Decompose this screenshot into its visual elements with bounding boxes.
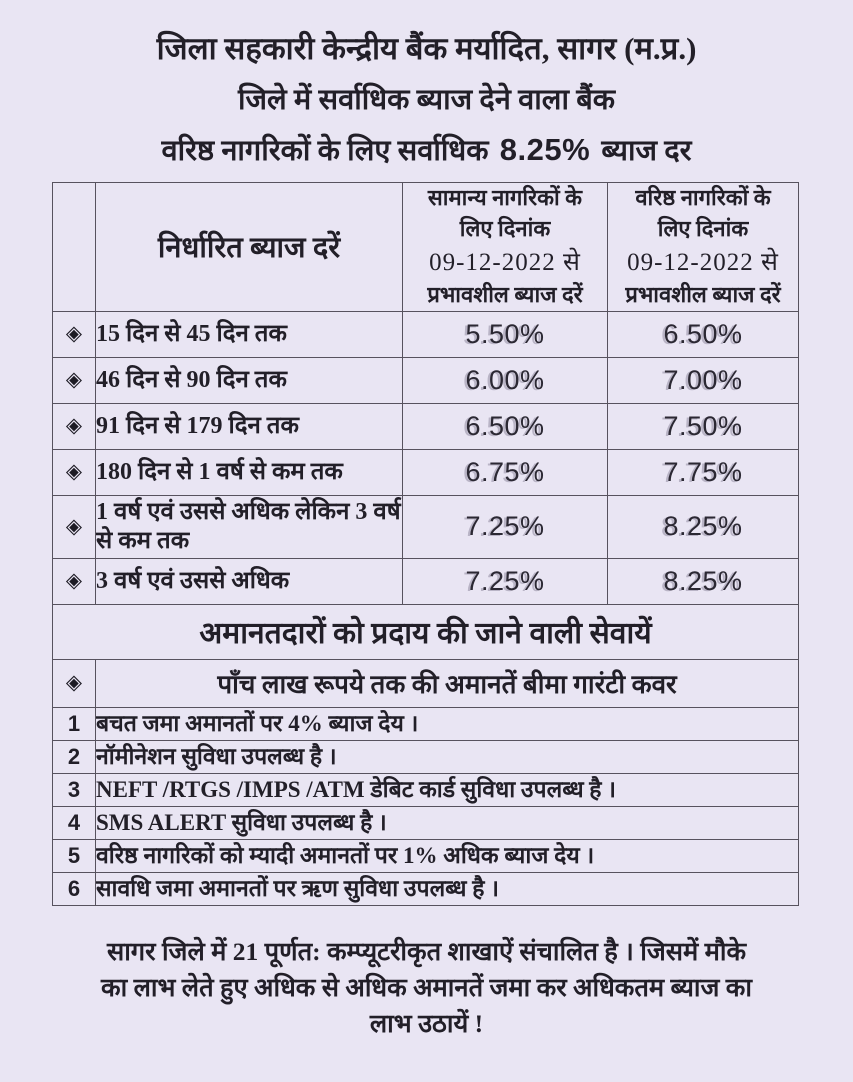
senior-rate-prefix: वरिष्ठ नागरिकों के लिए सर्वाधिक (161, 135, 489, 168)
senior-rate-value: 7.00% (608, 357, 799, 403)
general-rate-value: 7.25% (403, 558, 608, 604)
table-row (53, 558, 799, 604)
general-rate-value: 7.25% (403, 495, 608, 558)
service-item-text: नॉमीनेशन सुविधा उपलब्ध है । (96, 740, 799, 773)
column-header-terms: निर्धारित ब्याज दरें (96, 183, 403, 311)
footer-note (72, 934, 782, 1043)
general-rate-value: 5.50% (403, 311, 608, 357)
general-header-line1: सामान्य नागरिकों के (427, 185, 583, 211)
senior-rate-suffix: ब्याज दर (601, 135, 692, 168)
service-item-row (53, 707, 799, 740)
deposit-term-label: 91 दिन से 179 दिन तक (96, 403, 403, 449)
footer-line-2: का लाभ लेते हुए अधिक से अधिक अमानतें जमा कर अधिकतम ब्याज का (101, 972, 752, 1002)
service-item-row (53, 806, 799, 839)
general-header-line3: प्रभावशील ब्याज दरें (427, 281, 583, 307)
service-item-text: SMS ALERT सुविधा उपलब्ध है । (96, 806, 799, 839)
insurance-row (53, 659, 799, 707)
senior-rate-value: 7.75% (608, 449, 799, 495)
services-section-title: अमानतदारों को प्रदाय की जाने वाली सेवायें (53, 604, 799, 659)
table-row (53, 449, 799, 495)
service-item-row (53, 740, 799, 773)
service-item-number: 5 (53, 839, 96, 872)
general-rate-value: 6.50% (403, 403, 608, 449)
general-rate-value: 6.75% (403, 449, 608, 495)
service-item-number: 4 (53, 806, 96, 839)
senior-rate-value: 7.50% (608, 403, 799, 449)
diamond-bullet-icon: ◈ (65, 568, 83, 593)
diamond-bullet-icon: ◈ (65, 459, 83, 484)
senior-rate-value: 8.25% (608, 495, 799, 558)
table-row (53, 495, 799, 558)
senior-header-line3: प्रभावशील ब्याज दरें (625, 281, 781, 307)
senior-rate-value-headline: 8.25% (499, 132, 591, 168)
header-empty-cell (53, 183, 96, 311)
service-item-number: 2 (53, 740, 96, 773)
highest-interest-subtitle: जिले में सर्वाधिक ब्याज देने वाला बैंक (237, 84, 616, 117)
senior-header-line2: लिए दिनांक (657, 215, 749, 241)
service-item-number: 6 (53, 872, 96, 905)
insurance-guarantee-text: पाँच लाख रूपये तक की अमानतें बीमा गारंटी कवर (96, 659, 799, 707)
service-item-number: 1 (53, 707, 96, 740)
deposit-term-label: 180 दिन से 1 वर्ष से कम तक (96, 449, 403, 495)
senior-header-date: 09-12-2022 से (627, 248, 779, 276)
diamond-bullet-icon: ◈ (65, 413, 83, 438)
senior-rate-value: 8.25% (608, 558, 799, 604)
senior-header-line1: वरिष्ठ नागरिकों के (635, 185, 771, 211)
deposit-term-label: 3 वर्ष एवं उससे अधिक (96, 558, 403, 604)
senior-rate-subtitle (0, 130, 853, 169)
service-item-text: सावधि जमा अमानतों पर ऋण सुविधा उपलब्ध है । (96, 872, 799, 905)
service-item-row (53, 773, 799, 806)
service-item-text: बचत जमा अमानतों पर 4% ब्याज देय । (96, 707, 799, 740)
interest-rates-table (52, 182, 799, 905)
table-row (53, 357, 799, 403)
deposit-term-label: 15 दिन से 45 दिन तक (96, 311, 403, 357)
service-item-number: 3 (53, 773, 96, 806)
senior-rate-value: 6.50% (608, 311, 799, 357)
general-header-date: 09-12-2022 से (429, 248, 581, 276)
diamond-bullet-icon: ◈ (65, 670, 83, 695)
table-row (53, 311, 799, 357)
column-header-general-citizens (403, 183, 608, 311)
table-row (53, 403, 799, 449)
service-item-text: NEFT /RTGS /IMPS /ATM डेबिट कार्ड सुविधा उपलब्ध है । (96, 773, 799, 806)
deposit-term-label: 46 दिन से 90 दिन तक (96, 357, 403, 403)
diamond-bullet-icon: ◈ (65, 321, 83, 346)
bank-name-title: जिला सहकारी केन्द्रीय बैंक मर्यादित, सागर (म.प्र.) (156, 31, 697, 66)
deposit-term-label: 1 वर्ष एवं उससे अधिक लेकिन 3 वर्ष से कम तक (96, 495, 403, 558)
services-section-row (53, 604, 799, 659)
diamond-bullet-icon: ◈ (65, 513, 83, 538)
service-item-row (53, 872, 799, 905)
service-item-row (53, 839, 799, 872)
general-rate-value: 6.00% (403, 357, 608, 403)
footer-line-1: सागर जिले में 21 पूर्णत: कम्प्यूटरीकृत शाखाऐं संचालित है । जिसमें मौके (106, 936, 747, 966)
service-item-text: वरिष्ठ नागरिकों को म्यादी अमानतों पर 1% अधिक ब्याज देय । (96, 839, 799, 872)
table-header-row (53, 183, 799, 311)
footer-line-3: लाभ उठायें ! (369, 1008, 484, 1038)
column-header-senior-citizens (608, 183, 799, 311)
general-header-line2: लिए दिनांक (459, 215, 551, 241)
diamond-bullet-icon: ◈ (65, 367, 83, 392)
